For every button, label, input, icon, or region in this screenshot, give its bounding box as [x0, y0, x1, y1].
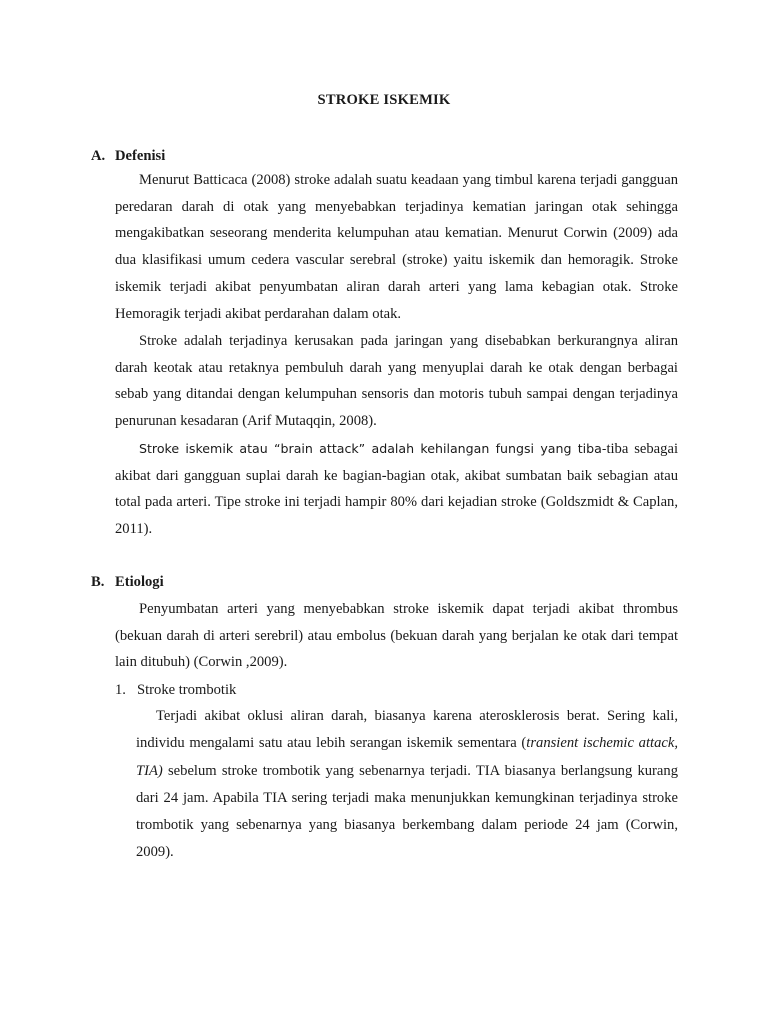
section-b-title: Etiologi: [115, 574, 164, 590]
section-a-paragraph-1: Menurut Batticaca (2008) stroke adalah suatu keadaan yang timbul karena terjadi gangguan peredaran darah di otak yang menyebabkan terjadinya kematian jaringan otak sehingga mengakibatkan seseorang menderita kelumpuhan atau kematian. Menurut Corwin (2009) ada dua klasifikasi umum cedera vascular serebral (stroke) yaitu iskemik dan hemoragik. Stroke iskemik terjadi akibat penyumbatan aliran darah arteri yang lama kebagian otak. Stroke Hemoragik terjadi akibat perdarahan dalam otak.: [115, 172, 678, 322]
section-a-title: Defenisi: [115, 148, 166, 164]
list-item-1-label: Stroke trombotik: [137, 682, 237, 698]
section-a-paragraph-3: [115, 436, 678, 543]
section-a-heading: [91, 148, 165, 165]
section-a-letter: A.: [91, 148, 106, 164]
section-a-paragraph-3-alt-font: Stroke iskemik atau “brain attack” adalah kehilangan fungsi yang tiba-: [139, 441, 607, 456]
list-item-1-number: 1.: [115, 682, 126, 698]
section-a-paragraph-2: Stroke adalah terjadinya kerusakan pada jaringan yang disebabkan berkurangnya aliran darah keotak atau retaknya pembuluh darah yang menyuplai darah ke otak dengan berbagai sebab yang ditandai dengan kelumpuhan sensoris dan motoris tubuh sampai dengan terjadinya penurunan kesadaran (Arif Mutaqqin, 2008).: [115, 333, 678, 430]
section-b-letter: B.: [91, 574, 105, 590]
section-a-paragraph-3-rest: tiba sebagai akibat dari gangguan suplai darah ke bagian-bagian otak, akibat sumbatan baik sebagian atau total pada arteri. Tipe stroke ini terjadi hampir 80% dari kejadian stroke (Goldszmidt & Caplan, 2011).: [115, 441, 678, 538]
page-title: STROKE ISKEMIK: [317, 92, 451, 108]
list-item-1-text-before: Terjadi akibat oklusi aliran darah, biasanya karena aterosklerosis berat. Sering kali, individu mengalami satu atau lebih serangan iskemik sementara (: [136, 708, 678, 752]
section-b-paragraph-1: Penyumbatan arteri yang menyebabkan stroke iskemik dapat terjadi akibat thrombus (bekuan darah di arteri serebril) atau embolus (bekuan darah yang berjalan ke otak dari tempat lain ditubuh) (Corwin ,2009).: [115, 601, 678, 671]
list-item-1-paragraph: [136, 703, 678, 867]
list-item-1-heading: [115, 682, 236, 699]
list-item-1-text-after: sebelum stroke trombotik yang sebenarnya terjadi. TIA biasanya berlangsung kurang dari 24 jam. Apabila TIA sering terjadi maka menunjukkan kemungkinan terjadinya stroke trombotik yang sebenarnya yang biasanya berkembang dalam periode 24 jam (Corwin, 2009).: [136, 762, 678, 861]
list-item-1-text-italic: transient ischemic attack, TIA): [136, 735, 678, 779]
section-b-heading: [91, 574, 164, 591]
